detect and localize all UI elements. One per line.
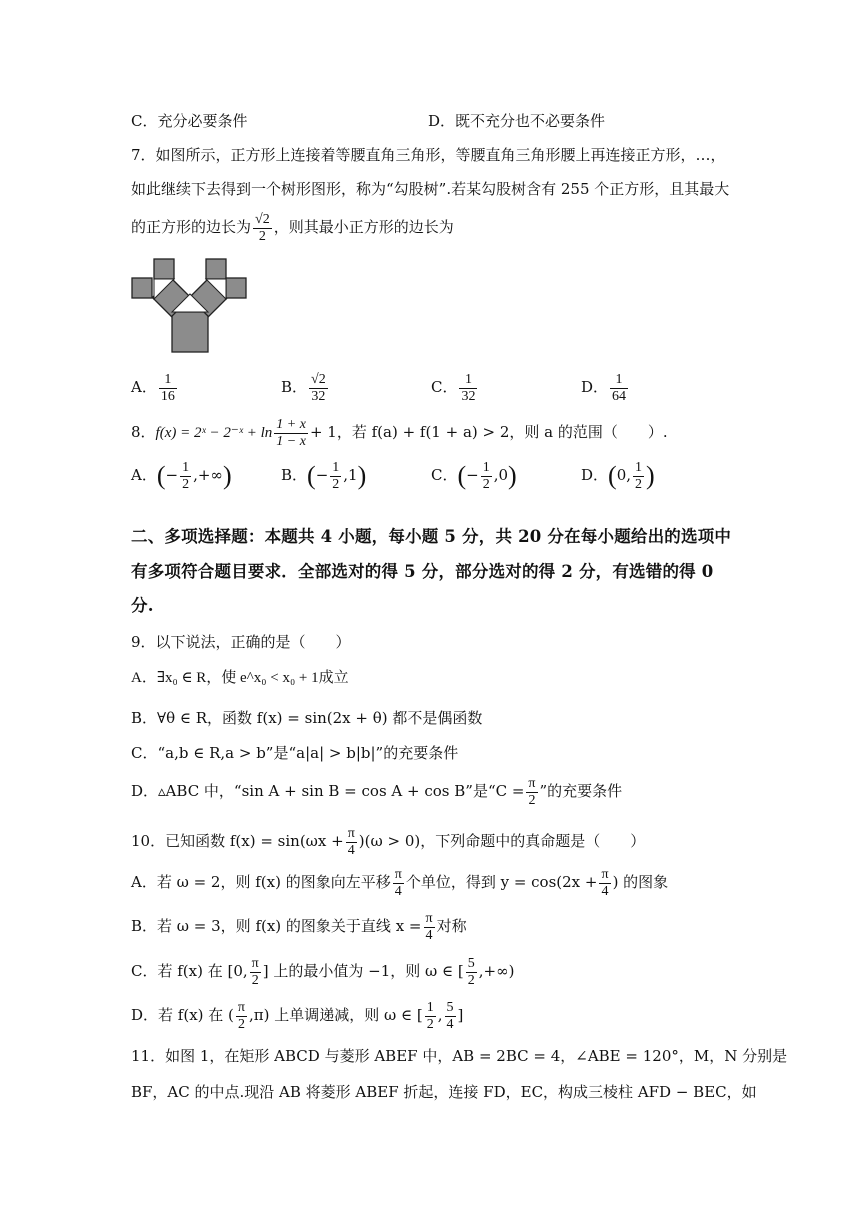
- q7-stem-line2: 如此继续下去得到一个树形图形，称为“勾股树”.若某勾股树含有 255 个正方形，且其最大: [131, 180, 730, 198]
- q11-stem-line2: BF，AC 的中点.现沿 AB 将菱形 ABEF 折起，连接 FD，EC，构成三棱柱 AFD − BEC，如: [131, 1083, 757, 1101]
- q10-option-d: D．若 f(x) 在 ( $\frac{\pi}{2}$ ,π) 上单调递减，则 ω ∈ [ $\frac{1}{2}$ , $\frac{5}{4}$ ]: [131, 999, 464, 1032]
- q7-option-a: A． $\frac{1}{16}$: [131, 371, 175, 404]
- q8-option-d: D．(0, $\frac{1}{2}$ ): [581, 459, 655, 492]
- q7-option-c: C． $\frac{1}{32}$: [431, 371, 476, 404]
- q9-stem: 9．以下说法，正确的是（ ）: [131, 633, 351, 651]
- q7-option-b: B． $\frac{√2}{32}$: [281, 371, 326, 404]
- q11-stem-line1: 11．如图 1，在矩形 ABCD 与菱形 ABEF 中，AB = 2BC = 4，∠ABE = 120°，M，N 分别是: [131, 1047, 788, 1065]
- q6-option-d: D．既不充分也不必要条件: [428, 112, 606, 130]
- q7-stem-line3: 的正方形的边长为 $\frac{√2}{2}$ ，则其最小正方形的边长为: [131, 211, 454, 244]
- q9-option-c: C．“a,b ∈ R,a > b”是“a|a| > b|b|”的充要条件: [131, 744, 459, 762]
- q8-option-b: B．(− $\frac{1}{2}$ ,1): [281, 459, 367, 492]
- q7-option-d: D． $\frac{1}{64}$: [581, 371, 627, 404]
- tree-square-base: [172, 312, 208, 352]
- tree-square-rl: [206, 259, 226, 279]
- tree-square-ll: [132, 278, 152, 298]
- q8-option-c: C．(− $\frac{1}{2}$ ,0): [431, 459, 517, 492]
- tree-square-lr: [154, 259, 174, 279]
- section2-heading-line2: 有多项符合题目要求．全部选对的得 5 分，部分选对的得 2 分，有选错的得 0: [131, 562, 714, 581]
- q10-option-c: C．若 f(x) 在 [0, $\frac{\pi}{2}$ ] 上的最小值为 −1，则 ω ∈ [ $\frac{5}{2}$ ,+∞): [131, 955, 515, 988]
- q7-stem-line1: 7．如图所示，正方形上连接着等腰直角三角形，等腰直角三角形腰上再连接正方形，…，: [131, 146, 726, 164]
- q8-option-a: A．(− $\frac{1}{2}$ ,+∞): [131, 459, 232, 492]
- q10-option-a: A．若 ω = 2，则 f(x) 的图象向左平移 $\frac{\pi}{4}$ 个单位，得到 y = cos(2x + $\frac{\pi}{4}$ ) 的图象: [131, 866, 669, 899]
- q10-option-b: B．若 ω = 3，则 f(x) 的图象关于直线 x = $\frac{\pi}{4}$ 对称: [131, 910, 467, 943]
- section2-heading-line1: 二、多项选择题：本题共 4 小题，每小题 5 分，共 20 分在每小题给出的选项中: [131, 527, 732, 546]
- tree-square-rr: [226, 278, 246, 298]
- q8-stem: 8．f(x) = 2ˣ − 2⁻ˣ + ln $\frac{1 + x}{1 - x}$ + 1，若 f(a) + f(1 + a) > 2，则 a 的范围（ ）.: [131, 416, 668, 449]
- q9-option-d: D．▵ABC 中，“sin A + sin B = cos A + cos B”是“C = $\frac{\pi}{2}$ ”的充要条件: [131, 775, 623, 808]
- q6-option-c: C．充分必要条件: [131, 112, 248, 130]
- pythagoras-tree-figure: [130, 254, 248, 354]
- section2-heading-line3: 分.: [131, 596, 154, 615]
- q9-option-a: A．∃x₀ ∈ R，使 e^x₀ < x₀ + 1成立: [131, 670, 349, 686]
- q9-option-b: B．∀θ ∈ R，函数 f(x) = sin(2x + θ) 都不是偶函数: [131, 709, 483, 727]
- q10-stem: 10．已知函数 f(x) = sin(ωx + $\frac{\pi}{4}$ )(ω > 0)，下列命题中的真命题是（ ）: [131, 825, 646, 858]
